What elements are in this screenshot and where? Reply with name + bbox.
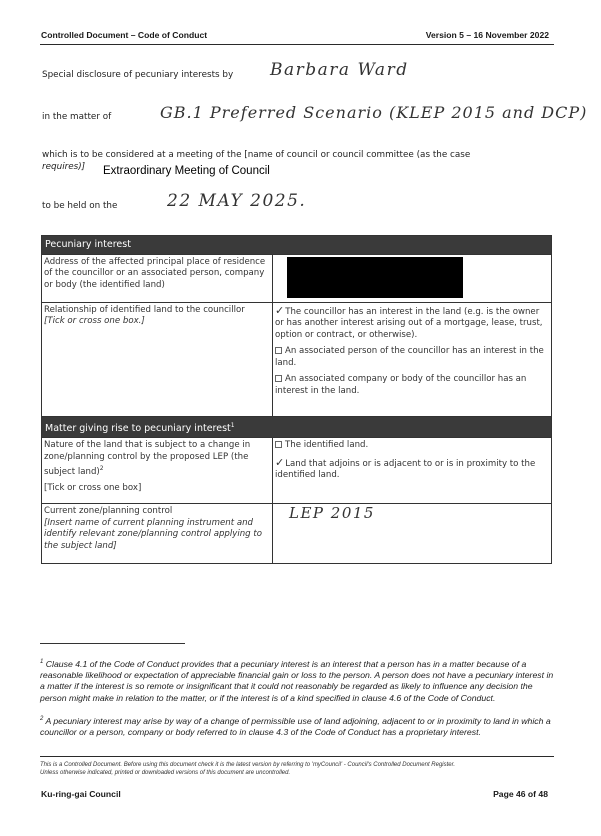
tick-mark-icon: ✓ [275, 455, 285, 469]
row-nature-label: Nature of the land that is subject to a change in zone/planning control by the proposed LEP (the subject land)$^2$ [Tick or cross one box] [42, 438, 273, 504]
matter-label: in the matter of [42, 112, 112, 122]
page-number: Page 46 of 48 [493, 789, 548, 799]
relationship-option-councillor[interactable]: ✓The councillor has an interest in the land (e.g. is the owner or has another interest arising out of a mortgage, lease, trust, option or contract, or otherwise). [275, 303, 543, 340]
section-pecuniary-interest: Pecuniary interest [42, 236, 552, 255]
tick-mark-icon: ✓ [275, 303, 285, 317]
relationship-option-associated-person[interactable]: An associated person of the councillor has an interest in the land. [275, 346, 544, 368]
council-name: Ku-ring-gai Council [41, 789, 121, 799]
nature-option-identified-land[interactable]: The identified land. [275, 440, 549, 452]
nature-option-adjoining-land[interactable]: ✓Land that adjoins or is adjacent to or is in proximity to the identified land. [275, 455, 536, 481]
section-matter-interest: Matter giving rise to pecuniary interest$^1$ [42, 416, 552, 438]
footnote-2: $^2$ A pecuniary interest may arise by way of a change of permissible use of land adjoining, adjacent to or in proximity to land in which a councillor or a person, company or body referred to in clause 4.3 of the Code of Conduct has a proprietary interest. [40, 715, 551, 738]
controlled-notice: This is a Controlled Document. Before using this document check it is the latest version by referring to 'myCouncil' - Council's Controlled Document Register. [40, 762, 456, 768]
meeting-label: which is to be considered at a meeting of the [name of council or council committee (as the case [42, 150, 471, 160]
checkbox-icon [275, 347, 282, 354]
document-header-version: Version 5 – 16 November 2022 [425, 30, 549, 40]
row-address-label: Address of the affected principal place of residence of the councillor or an associated person, company or body (the identified land) [42, 254, 273, 302]
checkbox-icon [275, 441, 282, 448]
row-relationship-label: Relationship of identified land to the councillor [Tick or cross one box.] [42, 302, 273, 416]
row-relationship-options [273, 302, 552, 416]
disclosure-label: Special disclosure of pecuniary interests by [42, 70, 234, 80]
document-header-title: Controlled Document – Code of Conduct [41, 30, 208, 40]
date-value: 22 MAY 2025. [167, 191, 307, 211]
row-nature-options [273, 438, 552, 504]
header-divider [40, 44, 554, 45]
matter-value: GB.1 Preferred Scenario (KLEP 2015 and DCP) [160, 103, 588, 122]
row-zone-value: LEP 2015 [273, 504, 552, 564]
footnote-divider [40, 643, 185, 644]
checkbox-icon [275, 375, 282, 382]
discloser-name: Barbara Ward [270, 60, 409, 80]
footer-divider [40, 756, 554, 757]
row-address-value [273, 254, 552, 302]
redacted-address [287, 257, 463, 298]
meeting-value: Extraordinary Meeting of Council [103, 165, 270, 177]
uncontrolled-notice: Unless otherwise indicated, printed or downloaded versions of this document are uncontrolled. [40, 770, 291, 776]
pecuniary-interest-table [41, 235, 552, 564]
date-label: to be held on the [42, 201, 118, 211]
row-zone-label: Current zone/planning control [Insert name of current planning instrument and identify relevant zone/planning control applying to the subject land] [42, 504, 273, 564]
meeting-label-cont: requires)] [42, 162, 86, 172]
footnote-1: $^1$ Clause 4.1 of the Code of Conduct provides that a pecuniary interest is an interest that a person has in a matter because of a reasonable likelihood or expectation of appreciable financial gain or loss to the person. A person does not have a pecuniary interest in a matter if the interest is so remote or insignificant that it could not reasonably be regarded as likely to influence any decision the person might make in relation to the matter, or if the interest is of a kind specified in clause 4.6 of the Code of Conduct. [40, 658, 554, 703]
relationship-option-associated-company[interactable]: An associated company or body of the councillor has an interest in the land. [275, 374, 527, 396]
